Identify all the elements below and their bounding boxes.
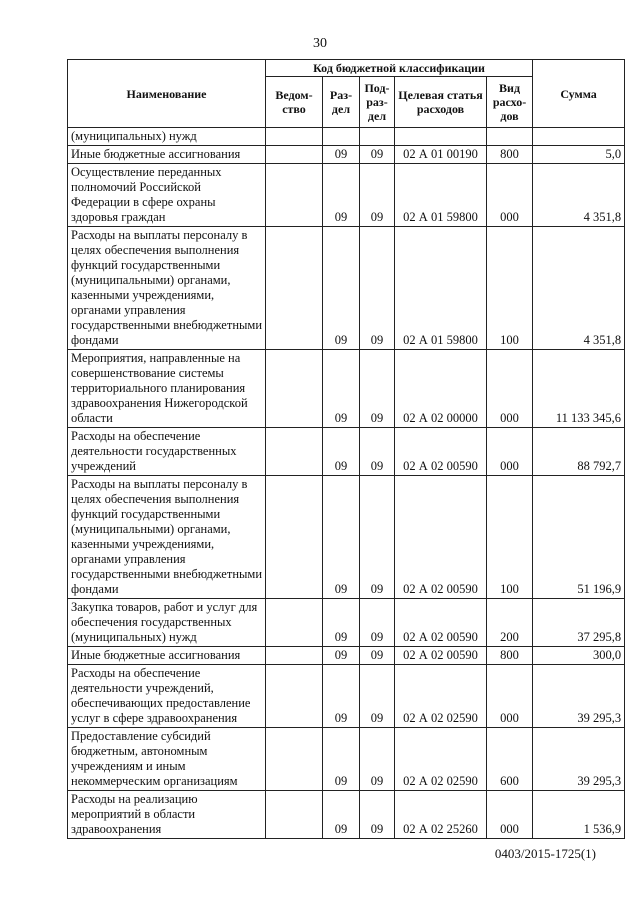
cell-article: 02 А 01 59800 bbox=[395, 164, 487, 227]
cell-podrazdel: 09 bbox=[360, 791, 395, 839]
table-row bbox=[68, 599, 625, 647]
cell-razdel: 09 bbox=[323, 476, 360, 599]
table-row bbox=[68, 476, 625, 599]
header-sum: Сумма bbox=[533, 60, 625, 128]
cell-podrazdel bbox=[360, 128, 395, 146]
cell-podrazdel: 09 bbox=[360, 476, 395, 599]
cell-sum: 4 351,8 bbox=[533, 227, 625, 350]
cell-vid: 200 bbox=[487, 599, 533, 647]
cell-sum: 51 196,9 bbox=[533, 476, 625, 599]
header-vid: Вид расхо-дов bbox=[487, 77, 533, 128]
header-razdel: Раз-дел bbox=[323, 77, 360, 128]
cell-sum: 88 792,7 bbox=[533, 428, 625, 476]
cell-sum: 37 295,8 bbox=[533, 599, 625, 647]
header-vedomstvo: Ведом-ство bbox=[266, 77, 323, 128]
table-row bbox=[68, 164, 625, 227]
cell-podrazdel: 09 bbox=[360, 599, 395, 647]
cell-name: Предоставление субсидий бюджетным, автономным учреждениям и иным некоммерческим организациям bbox=[68, 728, 266, 791]
cell-podrazdel: 09 bbox=[360, 146, 395, 164]
cell-name: (муниципальных) нужд bbox=[68, 128, 266, 146]
cell-name: Закупка товаров, работ и услуг для обеспечения государственных (муниципальных) нужд bbox=[68, 599, 266, 647]
cell-article: 02 А 02 00590 bbox=[395, 476, 487, 599]
document-code: 0403/2015-1725(1) bbox=[494, 846, 596, 861]
cell-razdel: 09 bbox=[323, 350, 360, 428]
cell-sum: 300,0 bbox=[533, 647, 625, 665]
cell-vid: 100 bbox=[487, 227, 533, 350]
header-article: Целевая статья расходов bbox=[395, 77, 487, 128]
header-name: Наименование bbox=[68, 60, 266, 128]
cell-name: Иные бюджетные ассигнования bbox=[68, 146, 266, 164]
cell-name: Иные бюджетные ассигнования bbox=[68, 647, 266, 665]
budget-table bbox=[67, 59, 625, 839]
cell-vid: 800 bbox=[487, 647, 533, 665]
cell-article: 02 А 02 00000 bbox=[395, 350, 487, 428]
cell-razdel: 09 bbox=[323, 428, 360, 476]
cell-podrazdel: 09 bbox=[360, 164, 395, 227]
cell-sum: 1 536,9 bbox=[533, 791, 625, 839]
cell-razdel: 09 bbox=[323, 227, 360, 350]
cell-podrazdel: 09 bbox=[360, 728, 395, 791]
cell-vedomstvo bbox=[266, 128, 323, 146]
cell-vedomstvo bbox=[266, 428, 323, 476]
table-row bbox=[68, 665, 625, 728]
cell-name: Осуществление переданных полномочий Российской Федерации в сфере охраны здоровья граждан bbox=[68, 164, 266, 227]
cell-name: Расходы на выплаты персоналу в целях обеспечения выполнения функций государственными (муниципальными) органами, казенными учреждениями, органами управления государственными внебюджетными фондами bbox=[68, 227, 266, 350]
cell-vid: 000 bbox=[487, 164, 533, 227]
table-row bbox=[68, 227, 625, 350]
table-row bbox=[68, 728, 625, 791]
table-row bbox=[68, 146, 625, 164]
cell-sum: 39 295,3 bbox=[533, 728, 625, 791]
table-row bbox=[68, 647, 625, 665]
header-podrazdel: Под-раз-дел bbox=[360, 77, 395, 128]
cell-podrazdel: 09 bbox=[360, 428, 395, 476]
cell-name: Расходы на обеспечение деятельности учреждений, обеспечивающих предоставление услуг в сфере здравоохранения bbox=[68, 665, 266, 728]
cell-vid: 000 bbox=[487, 350, 533, 428]
cell-sum: 11 133 345,6 bbox=[533, 350, 625, 428]
cell-sum: 39 295,3 bbox=[533, 665, 625, 728]
cell-sum: 5,0 bbox=[533, 146, 625, 164]
cell-razdel: 09 bbox=[323, 164, 360, 227]
cell-vedomstvo bbox=[266, 665, 323, 728]
cell-razdel: 09 bbox=[323, 599, 360, 647]
header-classification-group: Код бюджетной классификации bbox=[266, 60, 533, 77]
table-row bbox=[68, 350, 625, 428]
cell-razdel: 09 bbox=[323, 665, 360, 728]
cell-article: 02 А 01 59800 bbox=[395, 227, 487, 350]
cell-vedomstvo bbox=[266, 146, 323, 164]
cell-article: 02 А 02 25260 bbox=[395, 791, 487, 839]
cell-article bbox=[395, 128, 487, 146]
cell-vedomstvo bbox=[266, 227, 323, 350]
cell-vid: 000 bbox=[487, 428, 533, 476]
cell-razdel: 09 bbox=[323, 791, 360, 839]
cell-vedomstvo bbox=[266, 599, 323, 647]
cell-article: 02 А 02 02590 bbox=[395, 665, 487, 728]
cell-vid: 000 bbox=[487, 665, 533, 728]
cell-razdel: 09 bbox=[323, 728, 360, 791]
cell-vid: 100 bbox=[487, 476, 533, 599]
cell-article: 02 А 02 00590 bbox=[395, 599, 487, 647]
cell-vedomstvo bbox=[266, 476, 323, 599]
cell-sum bbox=[533, 128, 625, 146]
cell-name: Расходы на обеспечение деятельности государственных учреждений bbox=[68, 428, 266, 476]
cell-article: 02 А 01 00190 bbox=[395, 146, 487, 164]
header-row-top bbox=[68, 60, 625, 77]
cell-vid: 000 bbox=[487, 791, 533, 839]
cell-vedomstvo bbox=[266, 728, 323, 791]
cell-article: 02 А 02 02590 bbox=[395, 728, 487, 791]
cell-podrazdel: 09 bbox=[360, 227, 395, 350]
cell-vedomstvo bbox=[266, 647, 323, 665]
cell-vid: 800 bbox=[487, 146, 533, 164]
table-row bbox=[68, 128, 625, 146]
cell-name: Расходы на выплаты персоналу в целях обеспечения выполнения функций государственными (муниципальными) органами, казенными учреждениями, органами управления государственными внебюджетными фондами bbox=[68, 476, 266, 599]
cell-vid: 600 bbox=[487, 728, 533, 791]
cell-name: Мероприятия, направленные на совершенствование системы территориального планирования здравоохранения Нижегородской области bbox=[68, 350, 266, 428]
cell-podrazdel: 09 bbox=[360, 665, 395, 728]
cell-podrazdel: 09 bbox=[360, 647, 395, 665]
cell-vedomstvo bbox=[266, 350, 323, 428]
cell-razdel: 09 bbox=[323, 146, 360, 164]
table-row bbox=[68, 791, 625, 839]
cell-vedomstvo bbox=[266, 164, 323, 227]
cell-razdel bbox=[323, 128, 360, 146]
cell-article: 02 А 02 00590 bbox=[395, 647, 487, 665]
cell-podrazdel: 09 bbox=[360, 350, 395, 428]
cell-sum: 4 351,8 bbox=[533, 164, 625, 227]
cell-vedomstvo bbox=[266, 791, 323, 839]
cell-vid bbox=[487, 128, 533, 146]
cell-article: 02 А 02 00590 bbox=[395, 428, 487, 476]
page-number: 30 bbox=[313, 36, 327, 51]
cell-name: Расходы на реализацию мероприятий в области здравоохранения bbox=[68, 791, 266, 839]
table-body bbox=[68, 128, 625, 839]
cell-razdel: 09 bbox=[323, 647, 360, 665]
table-row bbox=[68, 428, 625, 476]
